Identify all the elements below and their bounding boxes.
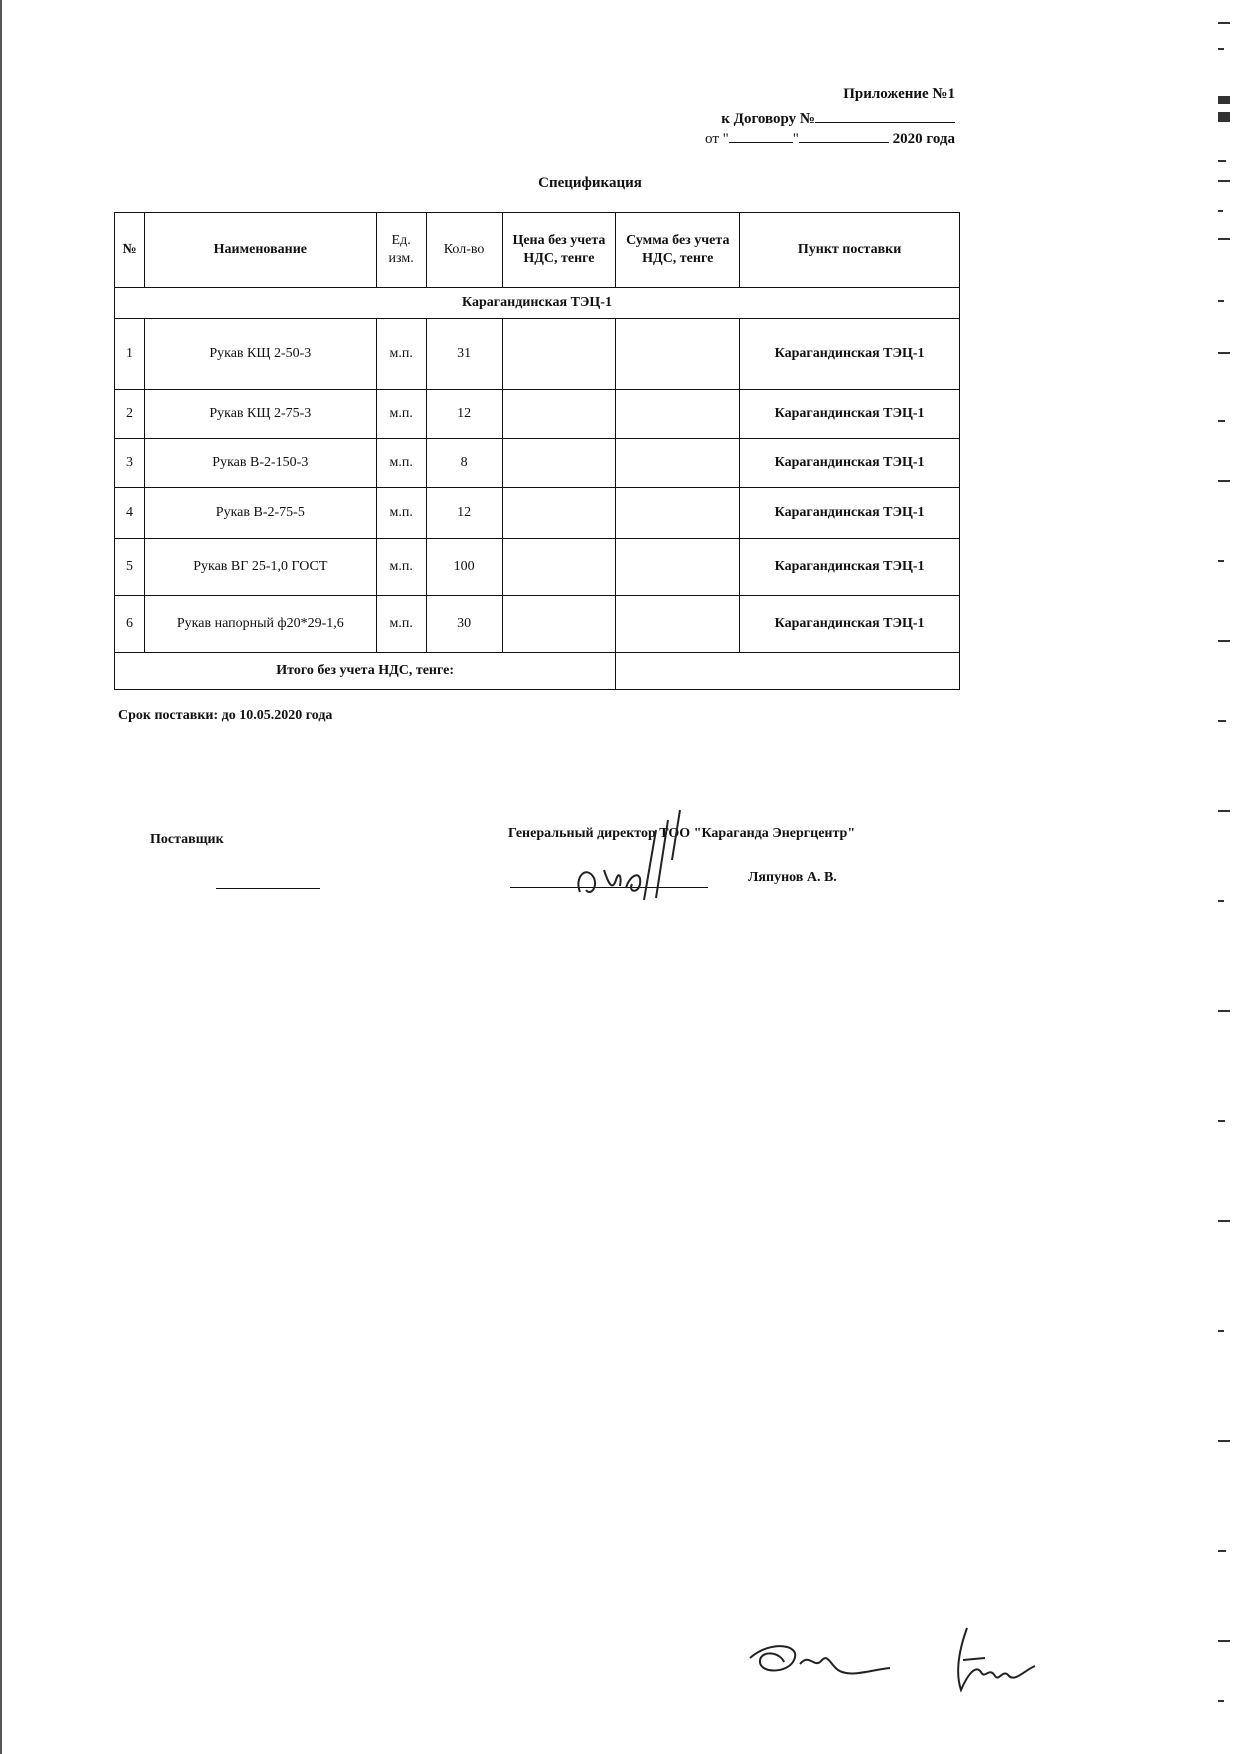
date-mid: " [792,131,799,147]
group-label: Карагандинская ТЭЦ-1 [115,288,960,319]
document-title: Спецификация [538,175,642,191]
scan-edge-right [1218,0,1232,1754]
table-row [115,596,960,653]
row-no: 1 [115,319,145,390]
date-prefix: от " [705,131,729,147]
director-signature [560,800,700,910]
row-point: Карагандинская ТЭЦ-1 [740,596,960,653]
specification-table [114,212,960,690]
row-no: 6 [115,596,145,653]
supplier-signature-line [216,888,320,889]
appendix-label: Приложение №1 [843,86,955,102]
total-value [616,653,960,690]
row-unit: м.п. [376,390,426,439]
row-price [502,596,616,653]
row-qty: 8 [426,439,502,488]
delivery-term: Срок поставки: до 10.05.2020 года [118,708,333,723]
row-sum [616,488,740,539]
header-no: № [115,213,145,288]
row-point: Карагандинская ТЭЦ-1 [740,439,960,488]
contract-number-blank [815,108,955,123]
header-point: Пункт поставки [740,213,960,288]
row-qty: 12 [426,488,502,539]
table-row [115,439,960,488]
header-name: Наименование [144,213,376,288]
row-qty: 30 [426,596,502,653]
row-sum [616,596,740,653]
row-qty: 31 [426,319,502,390]
header-qty: Кол-во [426,213,502,288]
director-label: Генеральный директор ТОО "Караганда Энергцентр" [508,826,856,841]
scan-edge-left [0,0,7,1754]
row-unit: м.п. [376,596,426,653]
row-point: Карагандинская ТЭЦ-1 [740,319,960,390]
row-sum [616,439,740,488]
table-header-row [115,213,960,288]
row-point: Карагандинская ТЭЦ-1 [740,539,960,596]
row-name: Рукав КЩ 2-75-3 [144,390,376,439]
initials-mark-2 [945,1620,1055,1700]
row-unit: м.п. [376,488,426,539]
row-point: Карагандинская ТЭЦ-1 [740,488,960,539]
table-row [115,539,960,596]
header-price: Цена без учета НДС, тенге [502,213,616,288]
row-unit: м.п. [376,439,426,488]
date-month-blank [799,128,889,143]
header-sum: Сумма без учета НДС, тенге [616,213,740,288]
row-sum [616,390,740,439]
row-no: 5 [115,539,145,596]
supplier-label: Поставщик [150,832,224,847]
row-sum [616,539,740,596]
table-row [115,319,960,390]
row-unit: м.п. [376,539,426,596]
row-qty: 100 [426,539,502,596]
row-name: Рукав напорный ф20*29-1,6 [144,596,376,653]
row-no: 2 [115,390,145,439]
initials-mark-1 [740,1630,910,1700]
row-sum [616,319,740,390]
contract-line [640,108,955,128]
row-price [502,390,616,439]
row-point: Карагандинская ТЭЦ-1 [740,390,960,439]
table-row [115,390,960,439]
row-name: Рукав ВГ 25-1,0 ГОСТ [144,539,376,596]
row-name: Рукав В-2-75-5 [144,488,376,539]
total-label: Итого без учета НДС, тенге: [115,653,616,690]
table-row [115,488,960,539]
group-row [115,288,960,319]
row-name: Рукав КЩ 2-50-3 [144,319,376,390]
row-no: 3 [115,439,145,488]
director-name: Ляпунов А. В. [748,870,837,885]
row-no: 4 [115,488,145,539]
row-price [502,488,616,539]
row-unit: м.п. [376,319,426,390]
date-year: 2020 года [892,131,955,147]
row-price [502,439,616,488]
row-qty: 12 [426,390,502,439]
total-row [115,653,960,690]
row-name: Рукав В-2-150-3 [144,439,376,488]
date-day-blank [729,128,793,143]
row-price [502,539,616,596]
contract-prefix: к Договору № [721,111,815,127]
header-unit: Ед. изм. [376,213,426,288]
contract-date-line [640,128,955,148]
row-price [502,319,616,390]
